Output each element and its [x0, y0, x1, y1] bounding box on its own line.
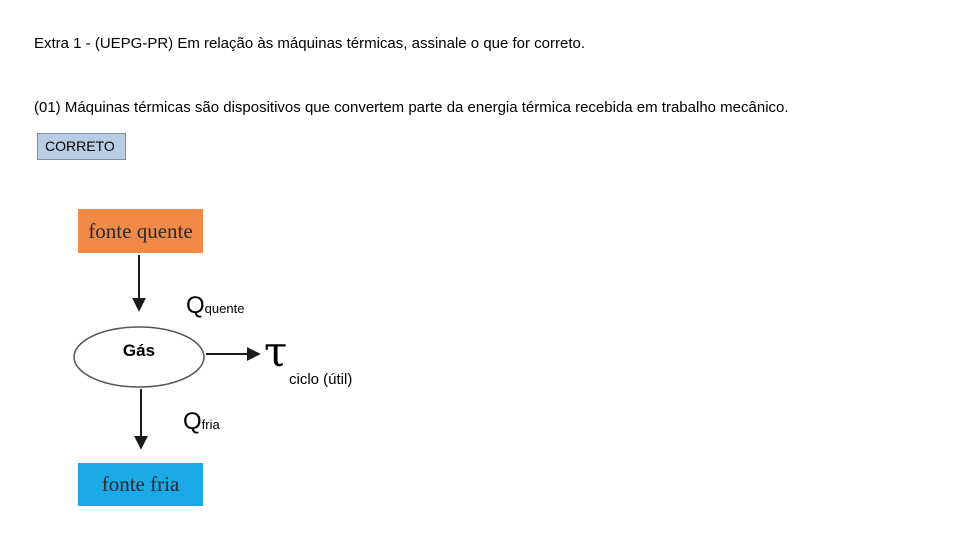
- question-title: Extra 1 - (UEPG-PR) Em relação às máquinas térmicas, assinale o que for correto.: [34, 35, 586, 52]
- gas-label: Gás: [122, 341, 156, 360]
- cold-source-box: fonte fria: [78, 463, 203, 506]
- answer-badge: CORRETO: [37, 133, 126, 160]
- hot-source-box: fonte quente: [78, 209, 203, 253]
- q-cold-subscript: fria: [201, 417, 220, 432]
- question-statement: (01) Máquinas térmicas são dispositivos que convertem parte da energia térmica recebida em trabalho mecânico.: [34, 99, 789, 116]
- q-hot-label: [186, 292, 244, 320]
- work-symbol: τ: [264, 327, 288, 376]
- q-hot-symbol: Q: [186, 292, 205, 319]
- q-cold-symbol: Q: [183, 408, 202, 435]
- q-hot-subscript: quente: [204, 301, 245, 316]
- work-label: ciclo (útil): [289, 371, 353, 388]
- q-cold-label: [183, 408, 220, 436]
